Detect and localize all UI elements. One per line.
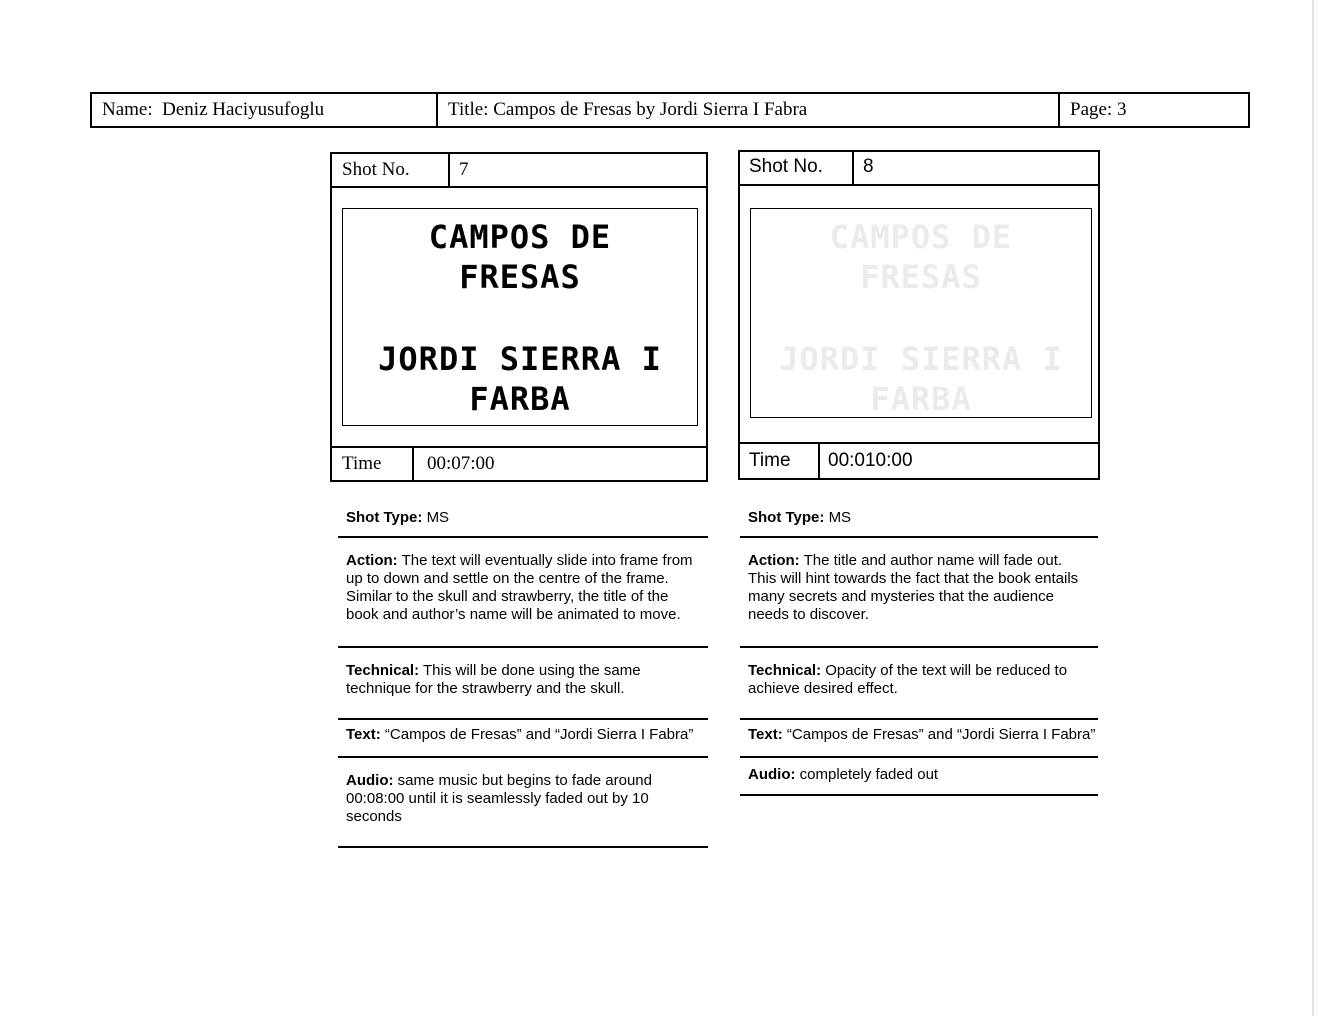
shot-8-number: 8 <box>852 152 1098 184</box>
shot-8-shot-type <box>740 508 1098 538</box>
shot-7-time: 00:07:00 <box>412 448 706 480</box>
page-label: Page: <box>1070 99 1113 120</box>
name-value: Deniz Haciyusufoglu <box>162 99 325 120</box>
shot-8-action-label: Action: <box>748 552 800 569</box>
shot-7-number-row <box>332 154 706 188</box>
shot-7-audio-label: Audio: <box>346 772 394 789</box>
shot-8-shot-type-value: MS <box>828 509 852 526</box>
shot-7-text-value: “Campos de Fresas” and “Jordi Sierra I Fabra” <box>384 726 694 743</box>
shot-8-technical-value: Opacity of the text will be reduced to achieve desired effect. <box>748 662 1068 697</box>
shot-8-frame-title-line-2: FRESAS <box>860 258 982 296</box>
shot-7-audio <box>338 772 708 848</box>
title-label: Title: <box>448 99 489 120</box>
shot-8-time-row <box>740 442 1098 478</box>
shot-7-frame <box>342 208 698 426</box>
shot-8-panel <box>738 150 1100 480</box>
shot-8-frame-title-line-1: CAMPOS DE <box>829 218 1013 256</box>
shot-8-action <box>740 552 1098 648</box>
shot-8-frame-author-line-1: JORDI SIERRA I <box>779 340 1063 378</box>
shot-7-text <box>338 726 708 758</box>
shot-7-frame-text <box>343 209 697 419</box>
shot-8-time: 00:010:00 <box>818 444 1098 478</box>
title-value: Campos de Fresas by Jordi Sierra I Fabra <box>493 99 808 120</box>
shot-7-technical-label: Technical: <box>346 662 420 679</box>
shot-8-description <box>740 508 1098 798</box>
storyboard-header <box>90 92 1250 128</box>
shot-8-technical <box>740 662 1098 720</box>
shot-7-technical-value: This will be done using the same technique for the strawberry and the skull. <box>346 662 641 697</box>
shot-8-action-value: The title and author name will fade out. This will hint towards the fact that the book entails many secrets and mysteries that the audience needs to discover. <box>748 552 1079 623</box>
shot-7-shot-type-label: Shot Type: <box>346 509 423 526</box>
shot-7-audio-value: same music but begins to fade around 00:08:00 until it is seamlessly faded out by 10 seconds <box>346 772 652 825</box>
shot-7-time-label: Time <box>342 453 382 474</box>
shot-7-number-label: Shot No. <box>342 159 410 180</box>
shot-7-panel <box>330 152 708 482</box>
shot-8-text-label: Text: <box>748 726 783 743</box>
shot-8-shot-type-label: Shot Type: <box>748 509 825 526</box>
shot-7-action-label: Action: <box>346 552 398 569</box>
shot-7-frame-author-line-2: FARBA <box>469 380 571 418</box>
header-page-cell <box>1058 94 1248 126</box>
name-label: Name: <box>102 99 153 120</box>
shot-7-number: 7 <box>448 154 706 186</box>
shot-7-frame-author-line-1: JORDI SIERRA I <box>378 340 662 378</box>
shot-7-shot-type-value: MS <box>426 509 450 526</box>
shot-7-shot-type <box>338 508 708 538</box>
shot-7-description <box>338 508 708 850</box>
shot-7-frame-title-line-1: CAMPOS DE <box>428 218 612 256</box>
shot-7-action-value: The text will eventually slide into frame from up to down and settle on the centre of the frame. Similar to the skull and strawberry, the title of the book and author’s name will be animated to move. <box>346 552 693 623</box>
shot-8-frame-author-line-2: FARBA <box>870 380 972 418</box>
shot-8-audio-value: completely faded out <box>799 766 939 783</box>
shot-7-time-row <box>332 446 706 480</box>
page-edge <box>1312 0 1314 1016</box>
shot-8-audio-label: Audio: <box>748 766 796 783</box>
shot-7-text-label: Text: <box>346 726 381 743</box>
shot-8-text <box>740 726 1098 758</box>
page-value: 3 <box>1116 99 1127 120</box>
shot-8-number-label: Shot No. <box>749 156 823 177</box>
shot-8-audio <box>740 766 1098 796</box>
header-name-cell <box>92 94 436 126</box>
shot-8-frame <box>750 208 1092 418</box>
shot-8-time-label: Time <box>749 450 791 471</box>
shot-7-technical <box>338 662 708 720</box>
shot-7-action <box>338 552 708 648</box>
shot-8-frame-text <box>751 209 1091 418</box>
shot-8-number-row <box>740 152 1098 186</box>
shot-7-frame-title-line-2: FRESAS <box>459 258 581 296</box>
shot-8-text-value: “Campos de Fresas” and “Jordi Sierra I Fabra” <box>786 726 1096 743</box>
shot-8-technical-label: Technical: <box>748 662 822 679</box>
header-title-cell <box>436 94 1058 126</box>
